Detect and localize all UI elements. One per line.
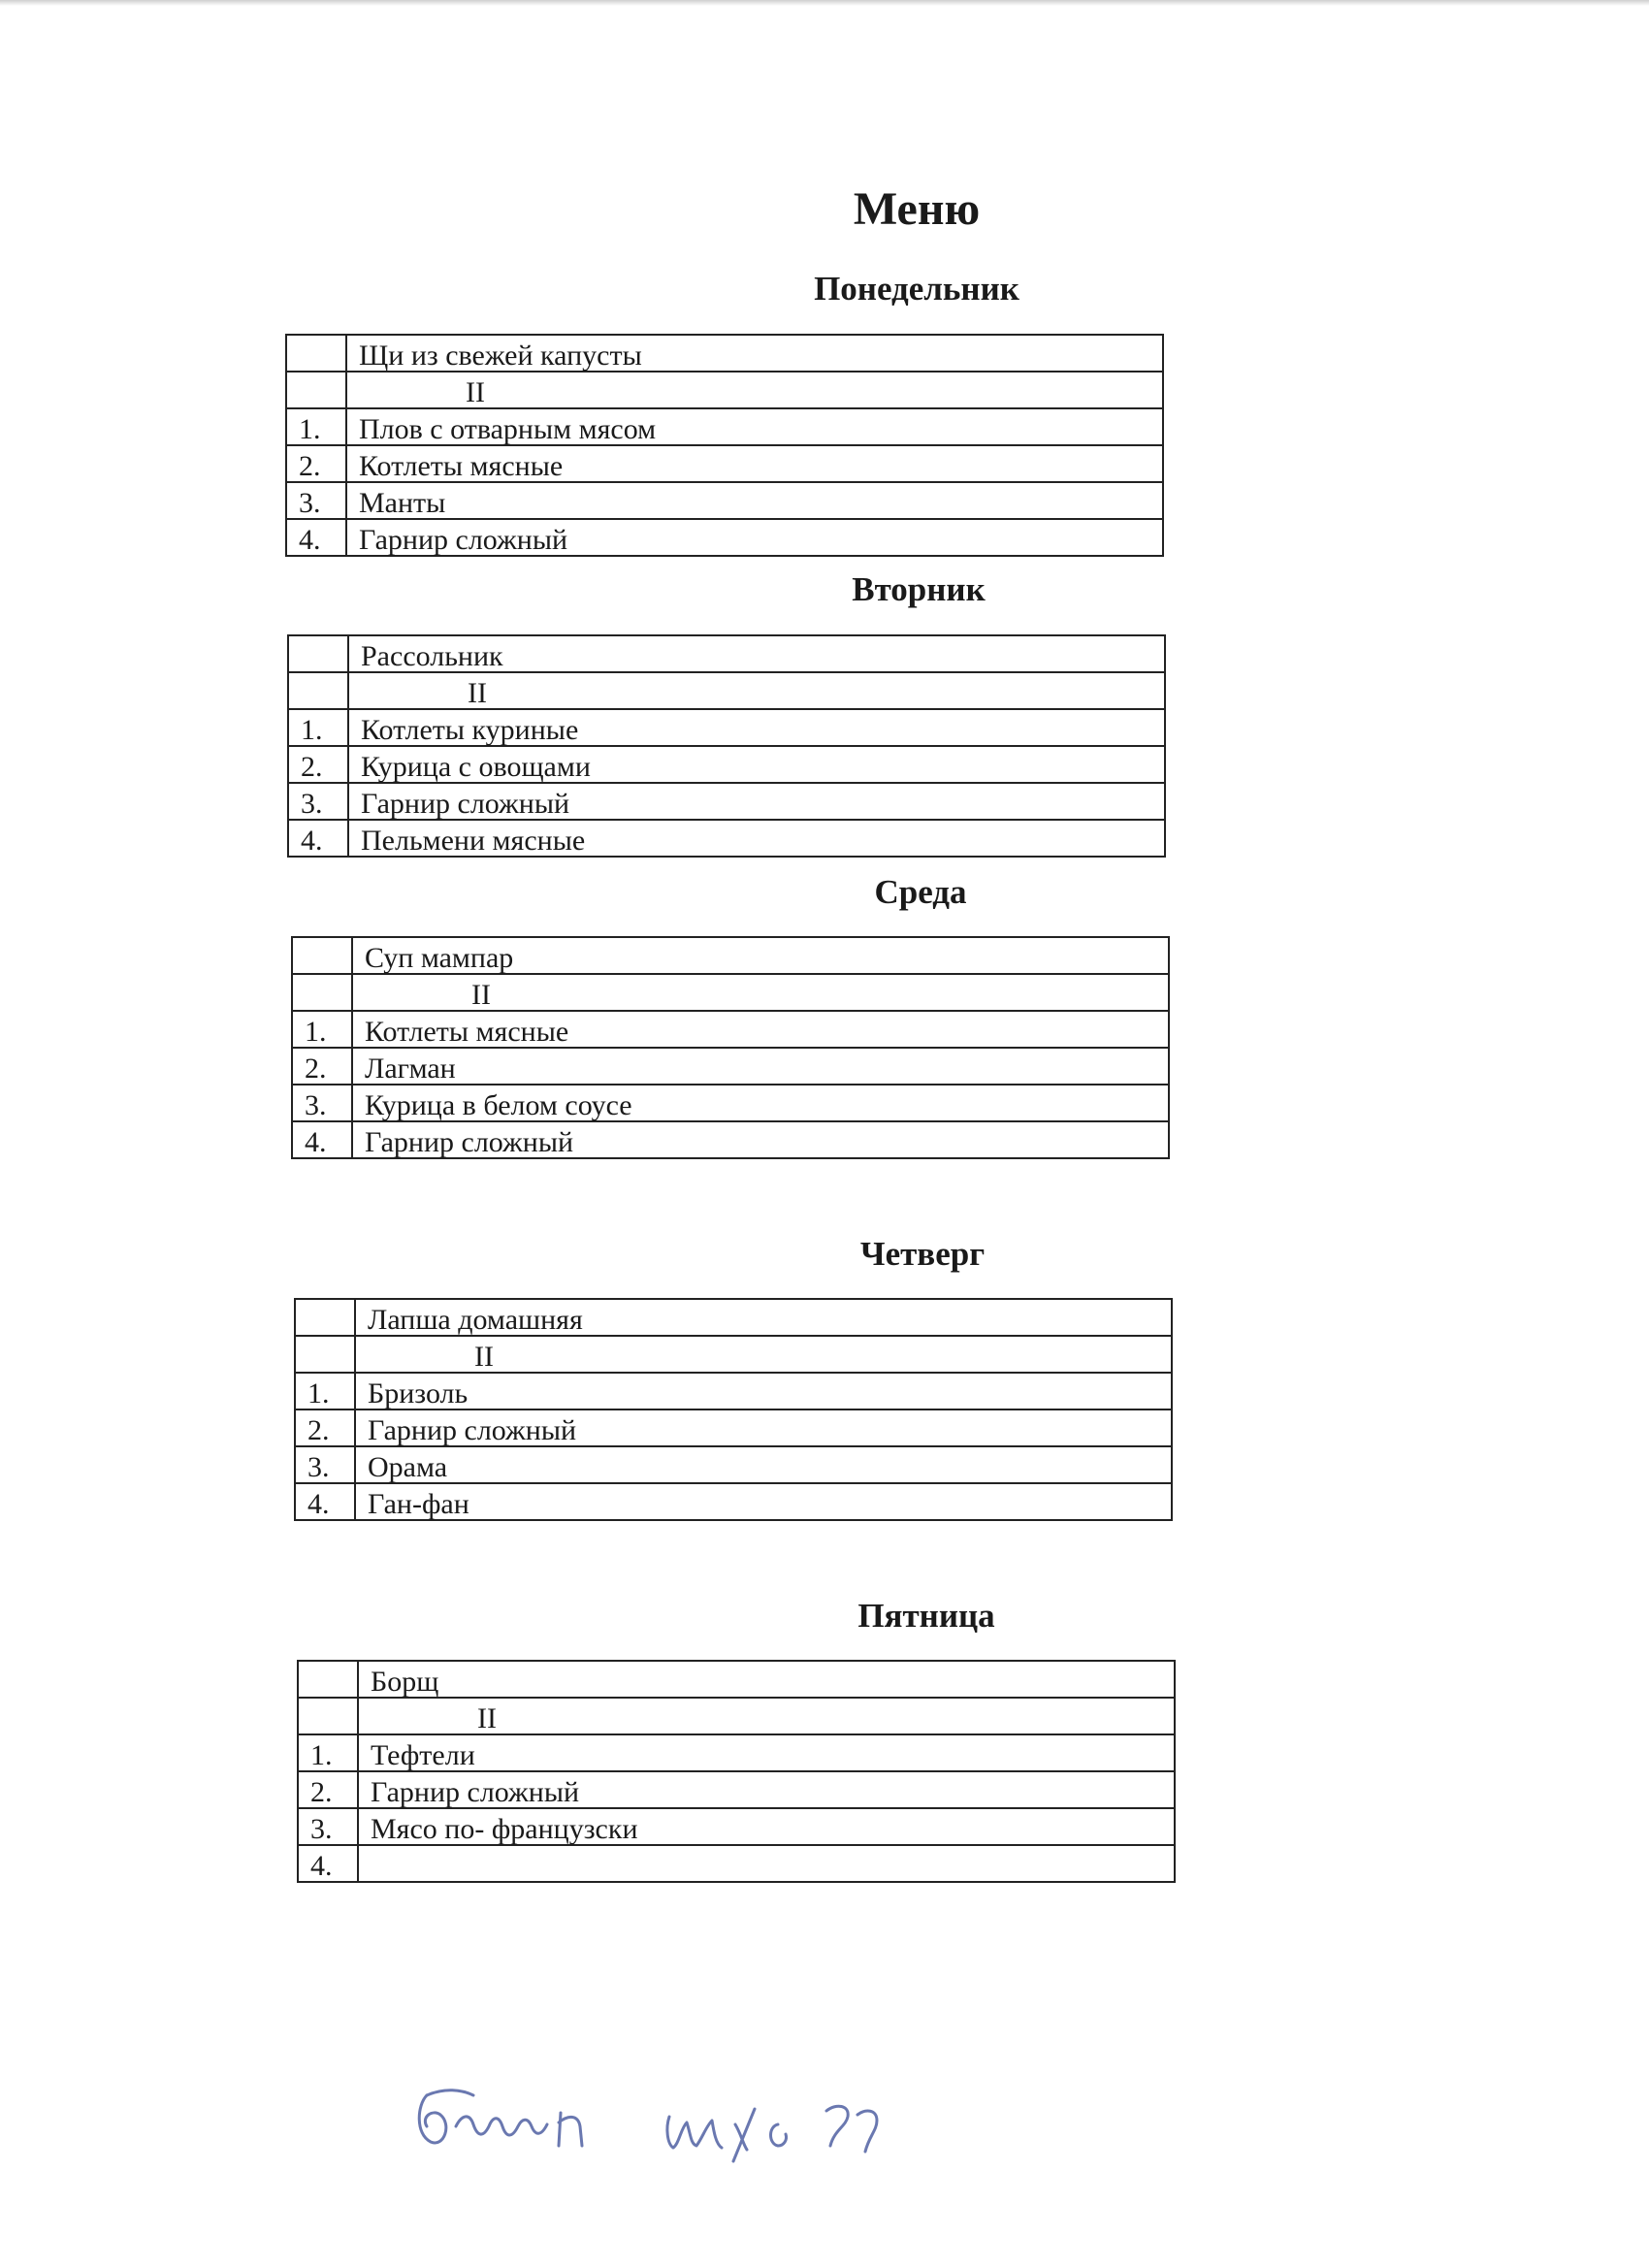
row-number: 2. — [292, 1048, 352, 1085]
table-row — [286, 372, 1163, 408]
dish-name: Лагман — [352, 1048, 1169, 1085]
handwritten-signature — [398, 2066, 1038, 2173]
row-number: 4. — [298, 1845, 358, 1882]
day-heading-tuesday: Вторник — [852, 570, 986, 608]
row-number: 1. — [288, 709, 348, 746]
row-number: 1. — [292, 1011, 352, 1048]
row-number — [286, 372, 346, 408]
second-course-label: II — [352, 974, 1169, 1011]
table-row — [298, 1845, 1175, 1882]
row-number: 4. — [295, 1483, 355, 1520]
menu-table-friday — [297, 1660, 1176, 1883]
row-number: 1. — [298, 1734, 358, 1771]
row-number: 4. — [288, 820, 348, 857]
row-number: 2. — [286, 445, 346, 482]
table-row — [286, 445, 1163, 482]
dish-name: Гарнир сложный — [358, 1771, 1175, 1808]
dish-name: Котлеты мясные — [346, 445, 1163, 482]
dish-name: Котлеты мясные — [352, 1011, 1169, 1048]
row-number: 2. — [288, 746, 348, 783]
second-course-label: II — [358, 1698, 1175, 1734]
row-number: 4. — [286, 519, 346, 556]
table-row — [288, 672, 1165, 709]
row-number: 1. — [286, 408, 346, 445]
first-course: Борщ — [358, 1661, 1175, 1698]
day-heading-monday: Понедельник — [814, 270, 1019, 308]
row-number: 3. — [288, 783, 348, 820]
dish-name: Курица с овощами — [348, 746, 1165, 783]
table-row — [286, 519, 1163, 556]
dish-name: Гарнир сложный — [346, 519, 1163, 556]
dish-name: Тефтели — [358, 1734, 1175, 1771]
row-number: 3. — [295, 1446, 355, 1483]
day-heading-friday: Пятница — [857, 1597, 995, 1635]
day-heading-wednesday: Среда — [874, 873, 967, 911]
table-row — [295, 1409, 1172, 1446]
row-number: 1. — [295, 1373, 355, 1409]
dish-name: Гарнир сложный — [355, 1409, 1172, 1446]
table-row — [292, 1011, 1169, 1048]
menu-table-wednesday — [291, 936, 1170, 1159]
dish-name: Мясо по- французски — [358, 1808, 1175, 1845]
table-row — [295, 1299, 1172, 1336]
row-number: 3. — [292, 1085, 352, 1121]
table-row — [295, 1483, 1172, 1520]
row-number — [295, 1299, 355, 1336]
table-row — [286, 408, 1163, 445]
table-row — [298, 1734, 1175, 1771]
row-number: 2. — [295, 1409, 355, 1446]
table-row — [298, 1661, 1175, 1698]
table-row — [298, 1771, 1175, 1808]
first-course: Суп мампар — [352, 937, 1169, 974]
dish-name — [358, 1845, 1175, 1882]
table-row — [298, 1698, 1175, 1734]
dish-name: Орама — [355, 1446, 1172, 1483]
table-row — [286, 482, 1163, 519]
row-number — [288, 635, 348, 672]
menu-table-monday — [285, 334, 1164, 557]
dish-name: Гарнир сложный — [348, 783, 1165, 820]
table-row — [295, 1373, 1172, 1409]
dish-name: Котлеты куриные — [348, 709, 1165, 746]
dish-name: Бризоль — [355, 1373, 1172, 1409]
second-course-label: II — [355, 1336, 1172, 1373]
table-row — [286, 335, 1163, 372]
dish-name: Ган-фан — [355, 1483, 1172, 1520]
second-course-label: II — [348, 672, 1165, 709]
menu-table-thursday — [294, 1298, 1173, 1521]
dish-name: Манты — [346, 482, 1163, 519]
first-course: Щи из свежей капусты — [346, 335, 1163, 372]
table-row — [288, 709, 1165, 746]
table-row — [292, 974, 1169, 1011]
row-number — [298, 1698, 358, 1734]
second-course-label: II — [346, 372, 1163, 408]
menu-table-tuesday — [287, 634, 1166, 858]
row-number — [292, 937, 352, 974]
page-title: Меню — [853, 183, 981, 235]
dish-name: Плов с отварным мясом — [346, 408, 1163, 445]
table-row — [292, 1121, 1169, 1158]
table-row — [292, 1085, 1169, 1121]
row-number — [288, 672, 348, 709]
table-row — [295, 1446, 1172, 1483]
scan-edge — [0, 0, 1649, 6]
table-row — [292, 937, 1169, 974]
row-number — [298, 1661, 358, 1698]
table-row — [295, 1336, 1172, 1373]
first-course: Лапша домашняя — [355, 1299, 1172, 1336]
table-row — [288, 783, 1165, 820]
table-row — [298, 1808, 1175, 1845]
row-number: 3. — [286, 482, 346, 519]
first-course: Рассольник — [348, 635, 1165, 672]
dish-name: Гарнир сложный — [352, 1121, 1169, 1158]
row-number — [286, 335, 346, 372]
dish-name: Курица в белом соусе — [352, 1085, 1169, 1121]
row-number — [292, 974, 352, 1011]
table-row — [288, 635, 1165, 672]
day-heading-thursday: Четверг — [859, 1235, 986, 1273]
row-number: 2. — [298, 1771, 358, 1808]
table-row — [292, 1048, 1169, 1085]
row-number: 4. — [292, 1121, 352, 1158]
row-number — [295, 1336, 355, 1373]
dish-name: Пельмени мясные — [348, 820, 1165, 857]
row-number: 3. — [298, 1808, 358, 1845]
table-row — [288, 746, 1165, 783]
table-row — [288, 820, 1165, 857]
